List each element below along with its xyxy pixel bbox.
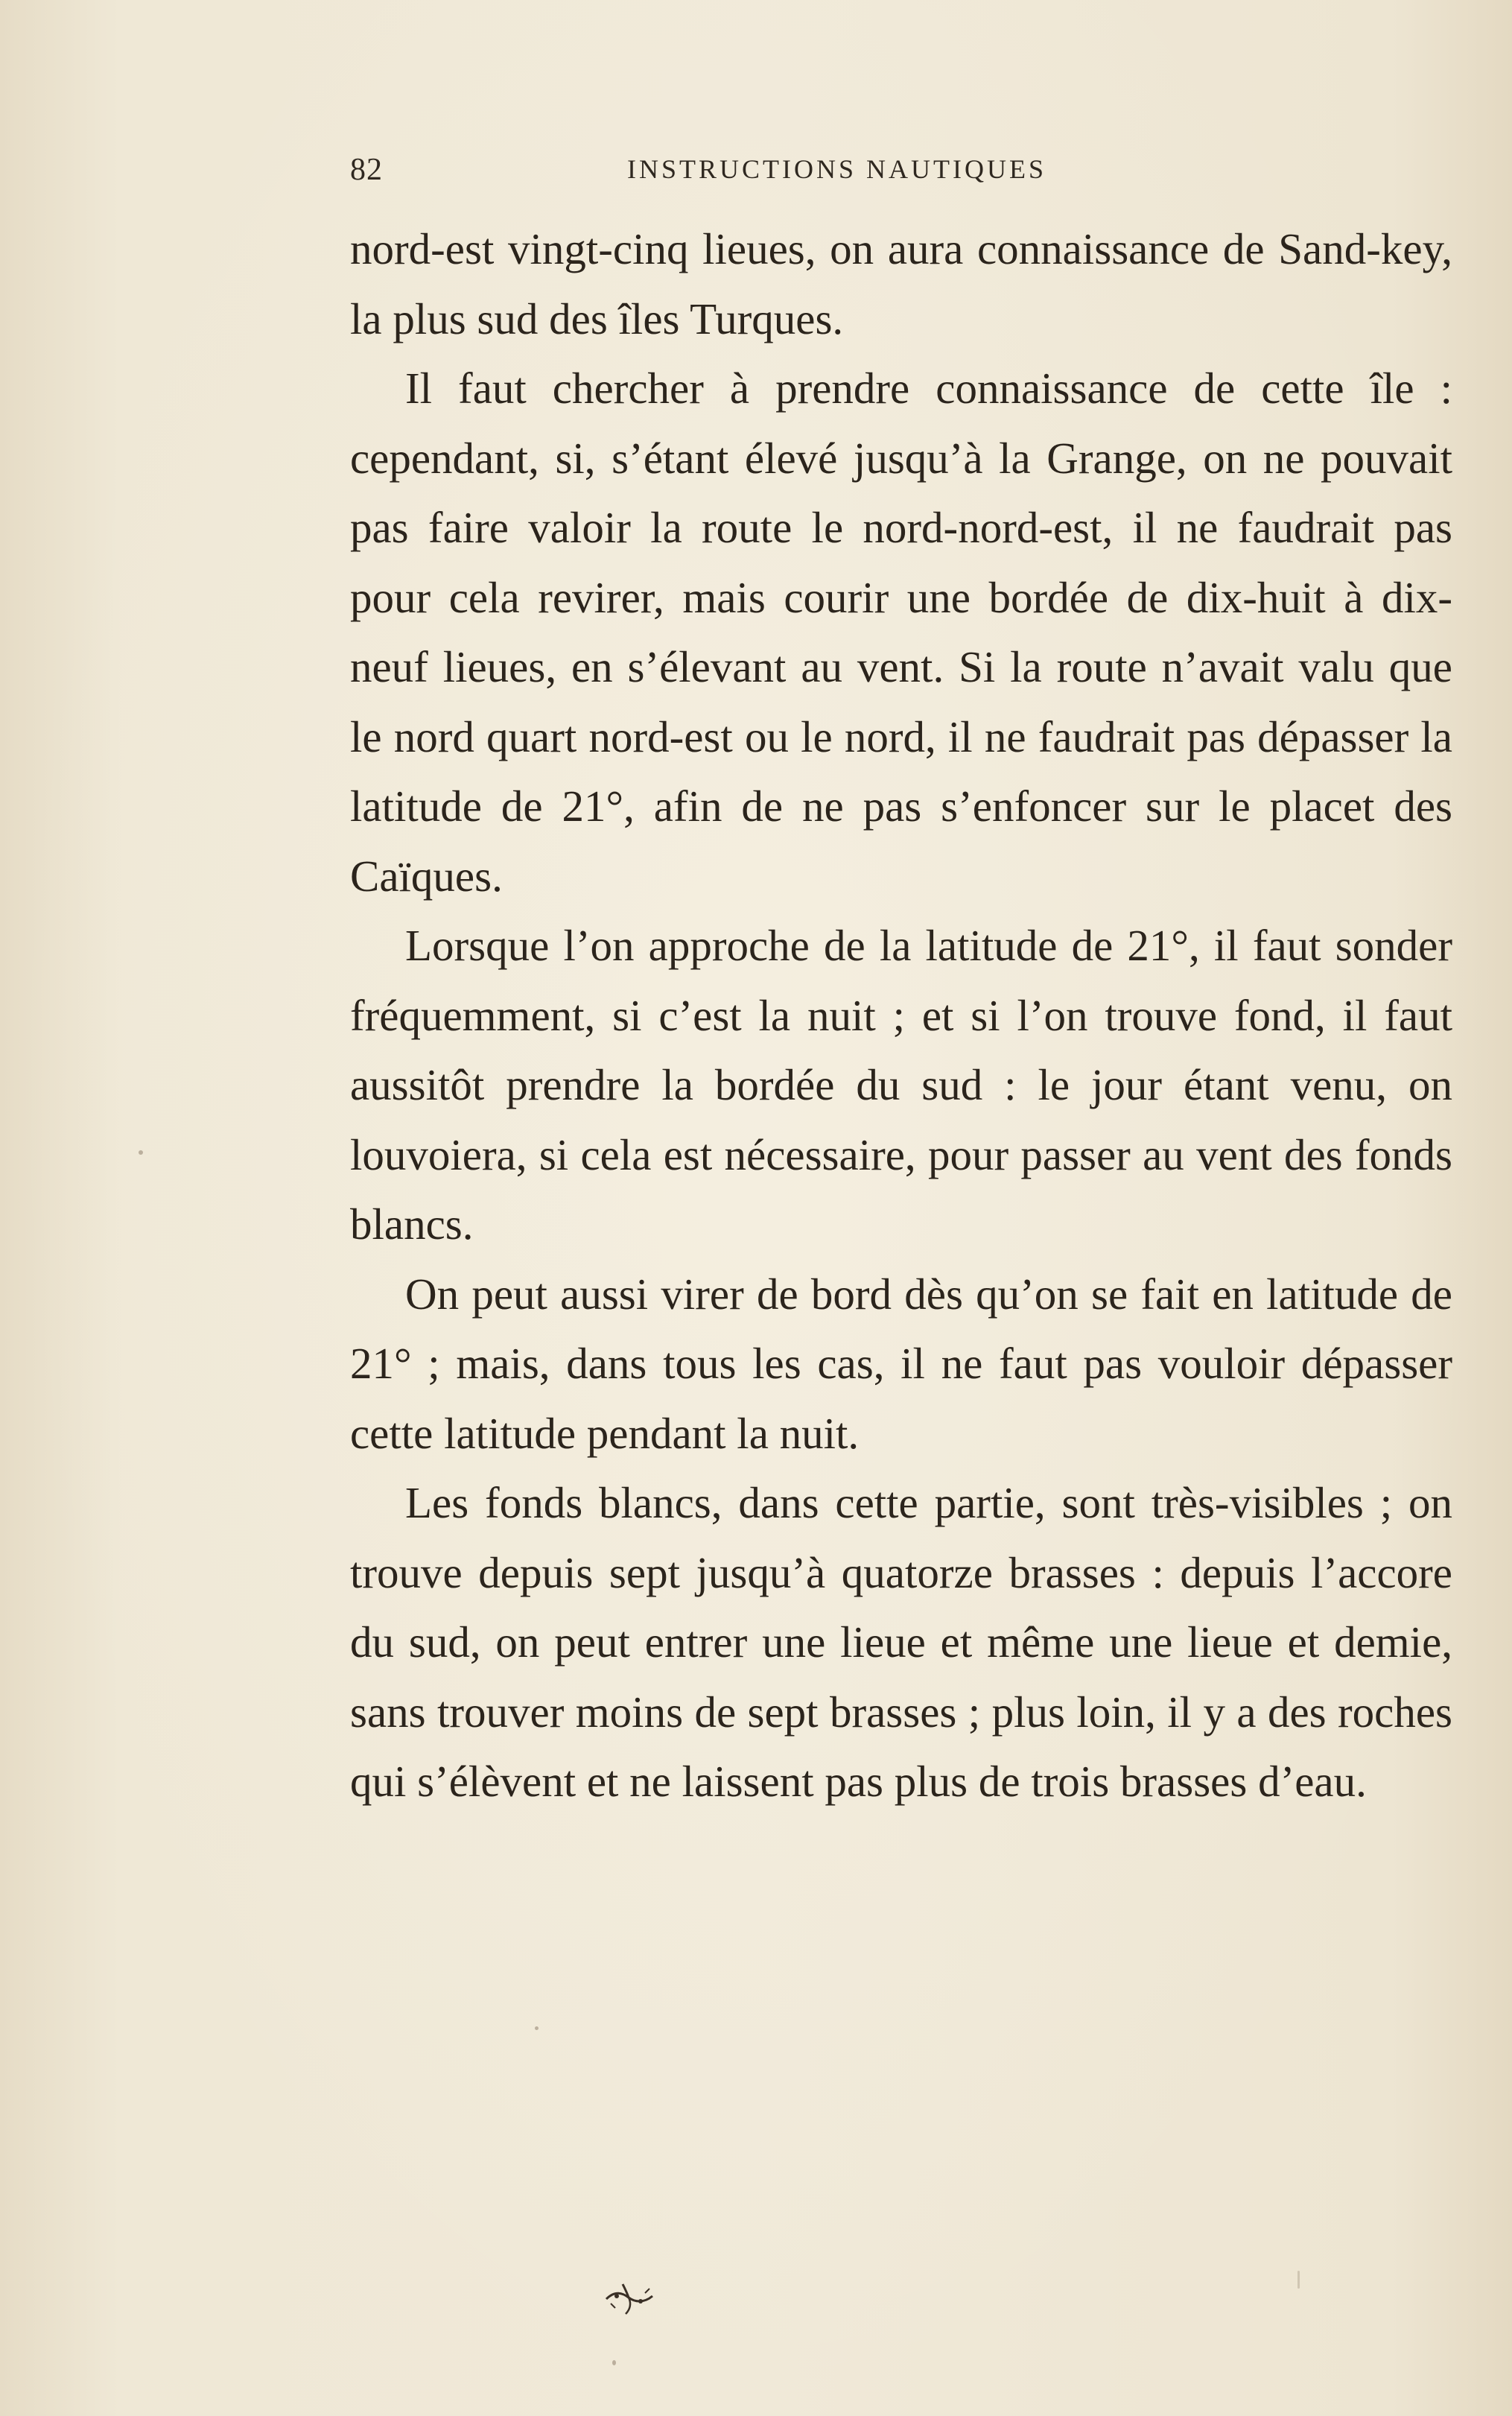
paragraph: Il faut chercher à prendre connaissance de cette île : cependant, si, s’étant élevé jusqu’à la Grange, on ne pouvait pas faire valoir la route le nord-nord-est, il ne faudrait pas pour cela revirer, mais courir une bordée de dix-huit à dix-neuf lieues, en s’élevant au vent. Si la route n’avait valu que le nord quart nord-est ou le nord, il ne faudrait pas dépasser la latitude de 21°, afin de ne pas s’enfoncer sur le placet des Caïques. <box>350 364 1452 901</box>
paper-speck <box>535 2026 539 2030</box>
paper-speck <box>612 2360 616 2365</box>
fleuron-ornament-icon <box>600 2277 658 2318</box>
paragraph: On peut aussi virer de bord dès qu’on se fait en latitude de 21° ; mais, dans tous les cas, il ne faut pas vouloir dépasser cette latitude pendant la nuit. <box>350 1269 1452 1458</box>
running-title: INSTRUCTIONS NAUTIQUES <box>627 154 1046 184</box>
paragraph: Lorsque l’on approche de la latitude de 21°, il faut sonder fréquemment, si c’est la nuit ; et si l’on trouve fond, il faut aussitôt prendre la bordée du sud : le jour étant venu, on louvoiera, si cela est nécessaire, pour passer au vent des fonds blancs. <box>350 921 1452 1249</box>
body-text <box>350 215 1452 1817</box>
paper-speck <box>139 1150 143 1155</box>
paragraph-continuation: nord-est vingt-cinq lieues, on aura connaissance de Sand-key, la plus sud des îles Turques. <box>350 224 1452 343</box>
paragraph: Les fonds blancs, dans cette partie, sont très-visibles ; on trouve depuis sept jusqu’à quatorze brasses : depuis l’accore du sud, on peut entrer une lieue et même une lieue et demie, sans trouver moins de sept brasses ; plus loin, il y a des roches qui s’élèvent et ne laissent pas plus de trois brasses d’eau. <box>350 1478 1452 1806</box>
paper-speck <box>1297 2271 1300 2289</box>
page-number: 82 <box>350 153 383 187</box>
page-header <box>350 152 1460 197</box>
